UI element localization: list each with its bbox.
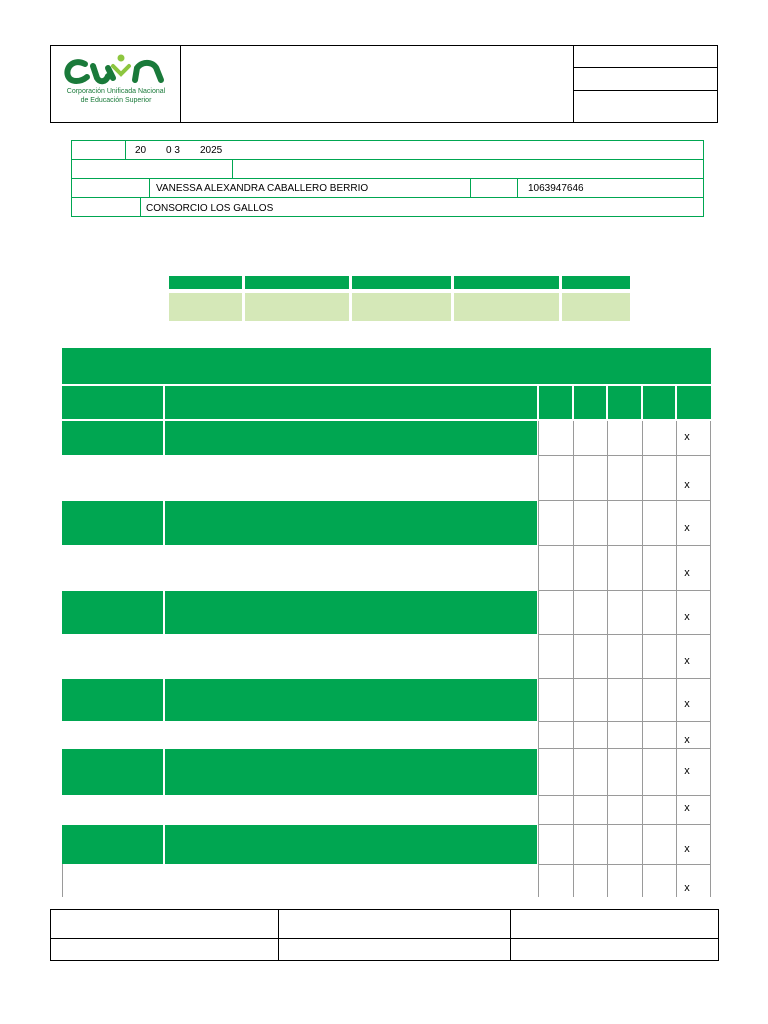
checklist-header-description: [165, 386, 537, 419]
person-name: VANESSA ALEXANDRA CABALLERO BERRIO: [156, 183, 369, 194]
check-mark: x: [684, 698, 690, 710]
summary-value-cell: [169, 293, 242, 321]
summary-header-cell: [454, 276, 559, 289]
summary-value-cell: [562, 293, 630, 321]
info-row-company: [72, 198, 703, 216]
person-id: 1063947646: [528, 183, 584, 194]
summary-value-cell: [454, 293, 559, 321]
header-code-cell: [574, 46, 717, 68]
date-day: 20: [135, 145, 147, 156]
checklist-header-col: [677, 386, 711, 419]
header-code-cells: [574, 46, 717, 122]
section-band: [62, 825, 163, 864]
logo-subtitle-line1: Corporación Unificada Nacional: [66, 88, 166, 95]
check-mark: x: [684, 567, 690, 579]
company-name: CONSORCIO LOS GALLOS: [146, 203, 274, 214]
section-band: [62, 501, 163, 545]
check-mark: x: [684, 734, 690, 746]
summary-header-cell: [169, 276, 242, 289]
date-month: 0 3: [166, 145, 180, 156]
document-header: [50, 45, 718, 123]
logo-cell: [51, 46, 181, 122]
header-title-cell: [181, 46, 574, 122]
checklist-header-col: [608, 386, 641, 419]
section-band: [62, 591, 163, 634]
section-band: [165, 749, 537, 795]
section-band: [165, 679, 537, 721]
section-band: [62, 421, 163, 455]
checklist-header-col: [539, 386, 572, 419]
header-page-cell: [574, 91, 717, 122]
check-mark: x: [684, 522, 690, 534]
section-band: [165, 501, 537, 545]
summary-value-cell: [352, 293, 451, 321]
date-year: 2025: [200, 145, 223, 156]
section-band: [62, 749, 163, 795]
check-mark: x: [684, 802, 690, 814]
summary-header-cell: [245, 276, 349, 289]
summary-header-cell: [562, 276, 630, 289]
header-version-cell: [574, 68, 717, 91]
check-mark: x: [684, 431, 690, 443]
checklist-header-col: [574, 386, 606, 419]
section-band: [165, 421, 537, 455]
checklist-header-col: [643, 386, 675, 419]
signature-footer: [50, 909, 719, 961]
info-row-empty: [72, 160, 703, 179]
check-mark: x: [684, 655, 690, 667]
section-band: [165, 591, 537, 634]
check-mark: x: [684, 611, 690, 623]
logo-subtitle-line2: de Educación Superior: [80, 97, 152, 104]
section-band: [165, 825, 537, 864]
check-mark: x: [684, 843, 690, 855]
info-row-date: [72, 141, 703, 160]
info-table: [71, 140, 704, 217]
info-row-name: [72, 179, 703, 198]
checklist-header-item: [62, 386, 163, 419]
check-mark: x: [684, 765, 690, 777]
check-mark: x: [684, 882, 690, 894]
summary-header-cell: [352, 276, 451, 289]
check-mark: x: [684, 479, 690, 491]
summary-value-cell: [245, 293, 349, 321]
section-band: [62, 679, 163, 721]
checklist-title-band: [62, 348, 711, 384]
